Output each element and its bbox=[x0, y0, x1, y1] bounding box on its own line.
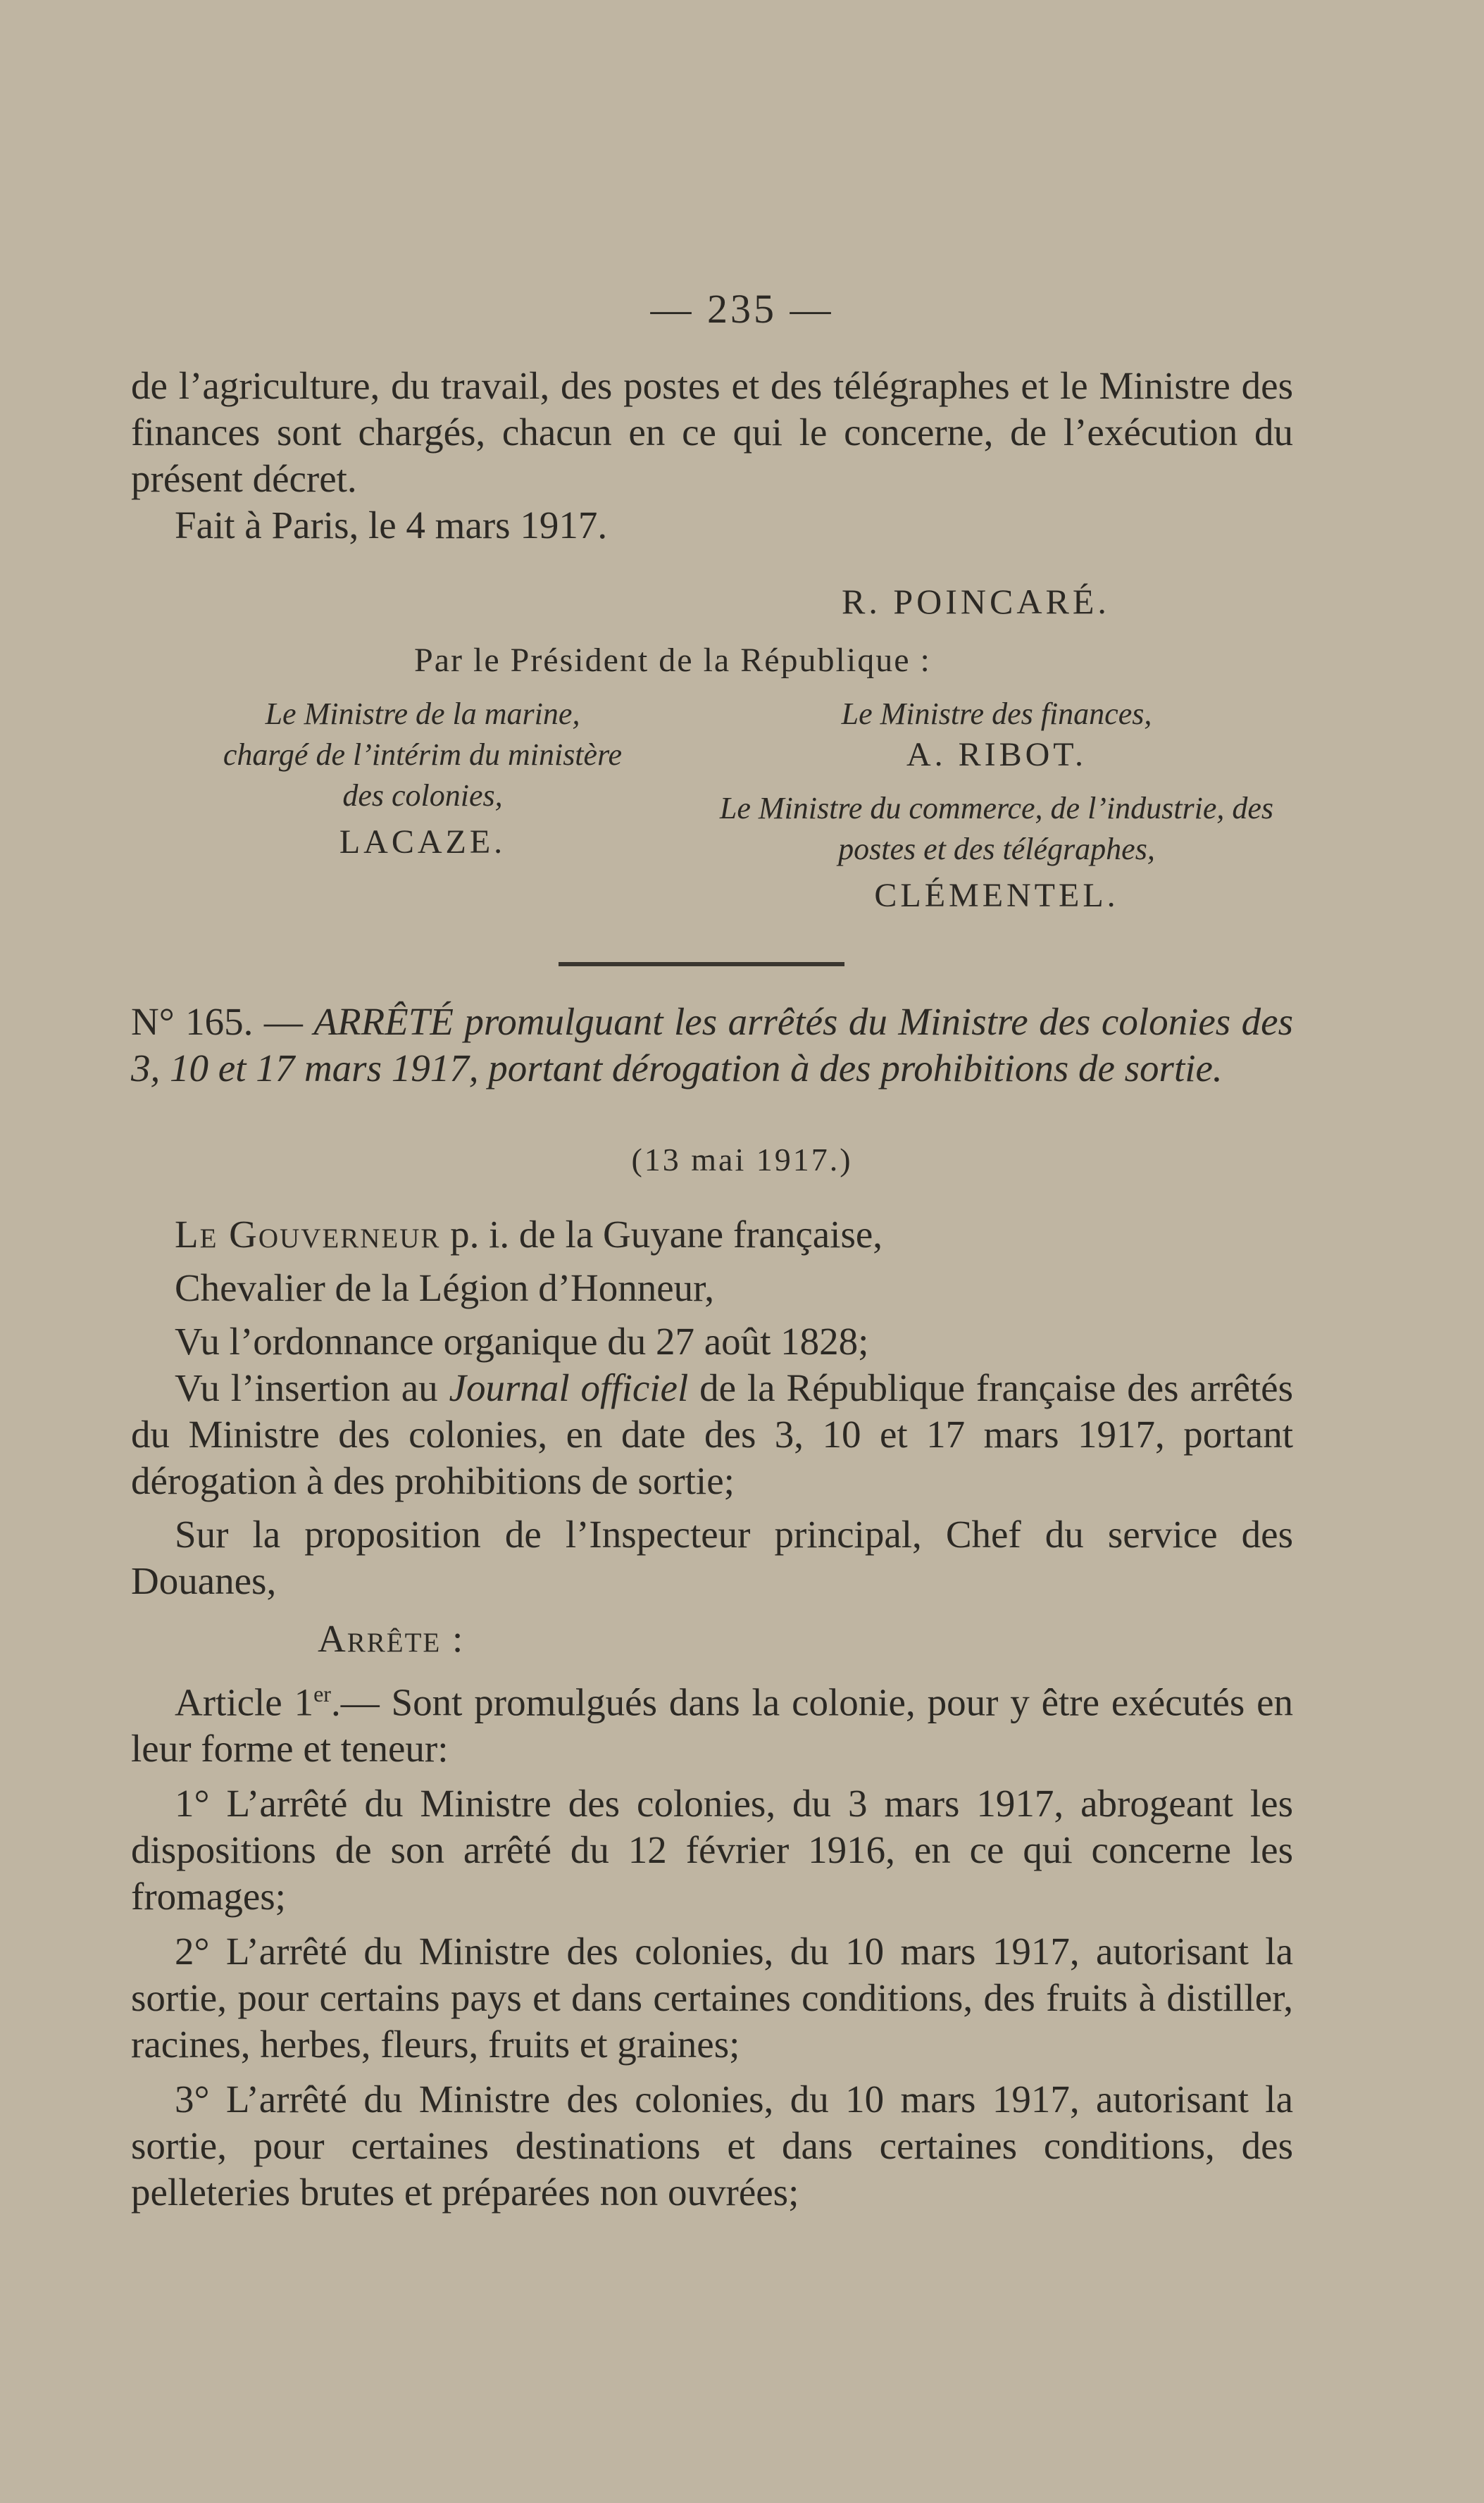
vu-insertion bbox=[131, 1365, 1293, 1504]
left-col-line2: chargé de l’intérim du ministère bbox=[223, 737, 623, 772]
top-paragraph: de l’agriculture, du travail, des postes et des télégraphes et le Ministre des finances sont chargés, chacun en ce qui le concerne, de l’exécution du présent décret. bbox=[131, 364, 1293, 500]
arrete-number: N° 165. — bbox=[131, 1000, 303, 1043]
signatory-left-column bbox=[120, 694, 725, 863]
right-col-line2: Le Ministre du commerce, de l’industrie, des postes et des télégraphes, bbox=[719, 791, 1274, 866]
article-1-sup: er bbox=[313, 1681, 331, 1706]
article-1-end: .— Sont promulgués dans la colonie, pour y être exécutés en leur forme et teneur: bbox=[131, 1680, 1294, 1771]
left-col-name: LACAZE. bbox=[339, 823, 506, 861]
item-1: 1° L’arrêté du Ministre des colonies, du 3 mars 1917, abrogeant les dispositions de son arrêté du 12 février 1916, en ce qui concerne les fromages; bbox=[131, 1782, 1293, 1918]
article-1 bbox=[131, 1671, 1293, 1772]
right-col-line1: Le Ministre des finances, bbox=[841, 697, 1152, 731]
gouverneur-rest: p. i. de la Guyane française, bbox=[440, 1213, 883, 1256]
arrete-label bbox=[131, 1616, 1293, 1662]
arrete-body bbox=[131, 1211, 1293, 2216]
decree-closing-paragraph bbox=[131, 363, 1293, 549]
arrete-date: (13 mai 1917.) bbox=[631, 1142, 853, 1178]
item-2: 2° L’arrêté du Ministre des colonies, du 10 mars 1917, autorisant la sortie, pour certains pays et dans certaines conditions, des fruits à distiller, racines, herbes, fleurs, fruits et graines; bbox=[131, 1930, 1293, 2066]
signature-president: R. POINCARÉ. bbox=[842, 582, 1110, 621]
par-le-president: Par le Président de la République : bbox=[414, 642, 931, 679]
article-1-start: Article 1 bbox=[175, 1680, 314, 1724]
sur-la-proposition: Sur la proposition de l’Inspecteur principal, Chef du service des Douanes, bbox=[131, 1513, 1293, 1602]
page-number: — 235 — bbox=[650, 286, 834, 332]
arrete-label-text: Arrête : bbox=[318, 1617, 465, 1660]
left-col-line1: Le Ministre de la marine, bbox=[265, 697, 580, 731]
vu-insertion-start: Vu l’insertion au bbox=[175, 1366, 449, 1409]
journal-officiel: Journal officiel bbox=[449, 1366, 689, 1409]
separator-rule bbox=[559, 962, 844, 966]
vu-ordonnance: Vu l’ordonnance organique du 27 août 1828; bbox=[175, 1320, 869, 1363]
signatory-right-column bbox=[694, 694, 1299, 916]
vu-insertion-end: de la République française des arrêtés du Ministre des colonies, en date des 3, 10 et 17 mars 1917, portant dérogation à des prohibitions de sortie; bbox=[131, 1366, 1293, 1502]
gouverneur-title: Le Gouverneur bbox=[175, 1213, 441, 1256]
arrete-title: ARRÊTÉ promulguant les arrêtés du Ministre des colonies des 3, 10 et 17 mars 1917, portant dérogation à des prohibitions de sortie. bbox=[131, 1000, 1293, 1090]
item-3: 3° L’arrêté du Ministre des colonies, du 10 mars 1917, autorisant la sortie, pour certaines destinations et dans certaines conditions, des pelleteries brutes et préparées non ouvrées; bbox=[131, 2078, 1293, 2214]
arrete-heading bbox=[131, 999, 1293, 1092]
left-col-line3: des colonies, bbox=[342, 778, 503, 813]
right-col-name2: CLÉMENTEL. bbox=[874, 877, 1119, 914]
right-col-name1: A. RIBOT. bbox=[906, 736, 1087, 773]
fait-line: Fait à Paris, le 4 mars 1917. bbox=[175, 504, 608, 547]
chevalier-line: Chevalier de la Légion d’Honneur, bbox=[175, 1266, 714, 1309]
gouverneur-line bbox=[131, 1211, 1293, 1258]
